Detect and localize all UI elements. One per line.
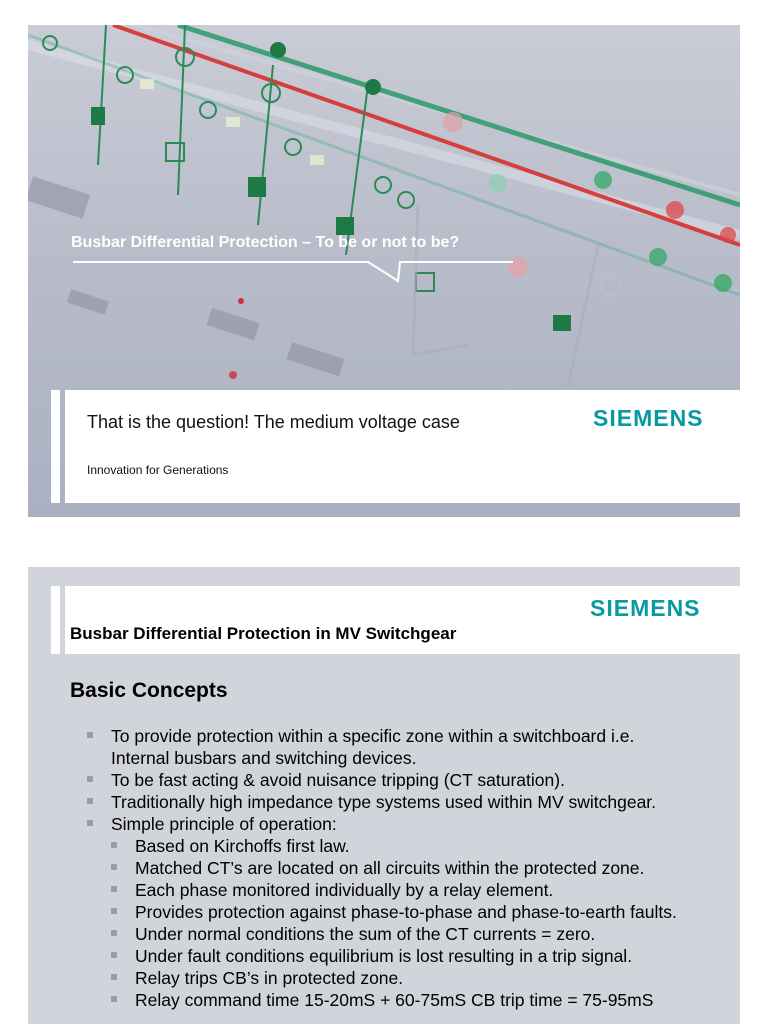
bullet-icon xyxy=(87,820,93,826)
bullet-icon xyxy=(111,864,117,870)
bullet-icon xyxy=(111,886,117,892)
callout-line xyxy=(73,262,513,281)
bullet-icon xyxy=(111,842,117,848)
siemens-logo: SIEMENS xyxy=(590,595,701,621)
accent-bar xyxy=(51,390,60,503)
list-item: Relay trips CB’s in protected zone. xyxy=(83,967,723,989)
title-slide xyxy=(28,25,740,517)
bullet-icon xyxy=(87,776,93,782)
slide-subtitle: That is the question! The medium voltage case xyxy=(87,412,460,432)
slide-title: Busbar Differential Protection in MV Switchgear xyxy=(70,624,457,643)
bullet-icon xyxy=(87,732,93,738)
list-item: Under normal conditions the sum of the CT currents = zero. xyxy=(83,923,723,945)
bullet-icon xyxy=(111,930,117,936)
list-item: Simple principle of operation: xyxy=(83,813,723,835)
bullet-icon xyxy=(87,798,93,804)
bullet-icon xyxy=(111,974,117,980)
tagline: Innovation for Generations xyxy=(87,463,229,477)
siemens-logo: SIEMENS xyxy=(593,405,704,431)
content-slide xyxy=(28,567,740,1024)
bullet-icon xyxy=(111,952,117,958)
bullet-icon xyxy=(111,996,117,1002)
list-item: Traditionally high impedance type systems used within MV switchgear. xyxy=(83,791,723,813)
list-item: Based on Kirchoffs first law. xyxy=(83,835,723,857)
section-heading: Basic Concepts xyxy=(70,679,228,702)
list-item: Matched CT’s are located on all circuits within the protected zone. xyxy=(83,857,723,879)
list-item: Each phase monitored individually by a relay element. xyxy=(83,879,723,901)
bullet-list xyxy=(83,725,723,1011)
list-item: Relay command time 15-20mS + 60-75mS CB trip time = 75-95mS xyxy=(83,989,723,1011)
list-item: Provides protection against phase-to-phase and phase-to-earth faults. xyxy=(83,901,723,923)
accent-bar xyxy=(51,586,60,654)
bullet-icon xyxy=(111,908,117,914)
list-item: Internal busbars and switching devices. xyxy=(111,748,417,768)
list-item: To provide protection within a specific zone within a switchboard i.e. xyxy=(83,725,723,747)
slide-title: Busbar Differential Protection – To be or not to be? xyxy=(71,234,460,251)
list-item: To be fast acting & avoid nuisance tripping (CT saturation). xyxy=(83,769,723,791)
list-item: Under fault conditions equilibrium is lost resulting in a trip signal. xyxy=(83,945,723,967)
